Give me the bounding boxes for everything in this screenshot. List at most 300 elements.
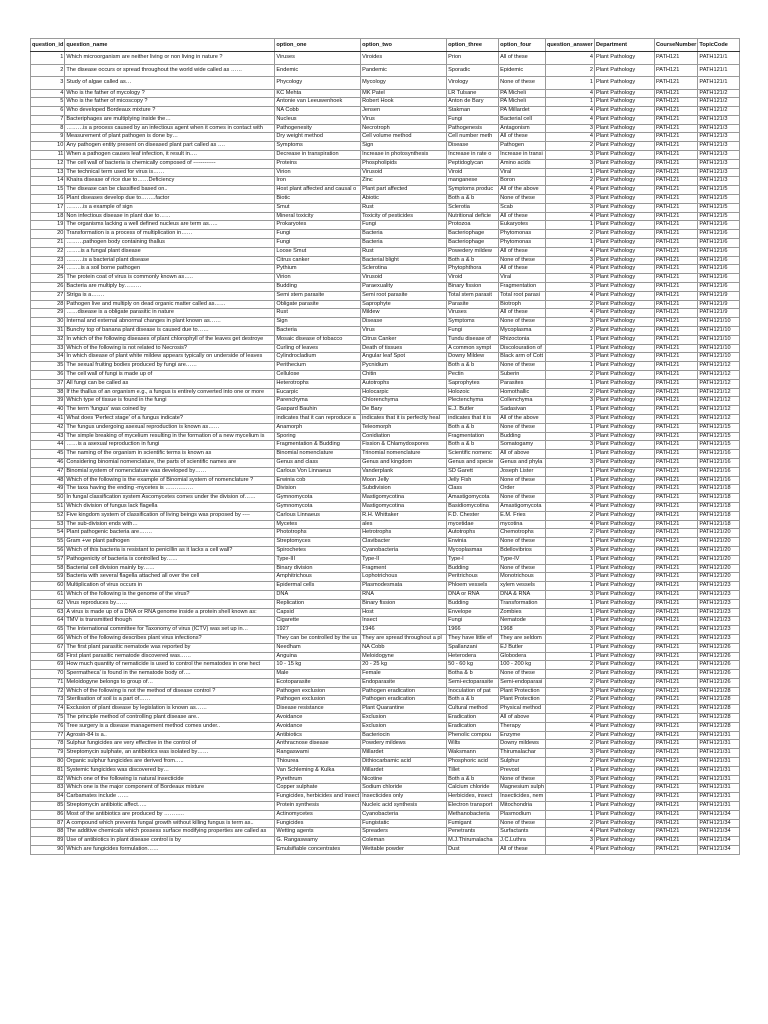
cell-question-name[interactable]: The technical term used for virus is……	[65, 168, 275, 177]
cell-question-id[interactable]: 23	[31, 256, 65, 265]
cell-option-one[interactable]: Parenchyma	[275, 397, 361, 406]
table-row[interactable]	[31, 327, 740, 336]
cell-option-four[interactable]: Amastigomycota	[499, 502, 546, 511]
cell-department[interactable]: Plant Pathology	[594, 115, 654, 124]
cell-question-name[interactable]: The sexual fruiting bodies produced by fungi are……	[65, 362, 275, 371]
cell-option-one[interactable]: Actinomycetes	[275, 810, 361, 819]
cell-option-four[interactable]: mycotina	[499, 520, 546, 529]
cell-question-id[interactable]: 38	[31, 388, 65, 397]
cell-department[interactable]: Plant Pathology	[594, 379, 654, 388]
cell-question-name[interactable]: Considering binomial nomenclature, the parts of scientific names are	[65, 458, 275, 467]
cell-option-three[interactable]: Heterodera	[447, 652, 499, 661]
table-row[interactable]	[31, 837, 740, 846]
cell-option-four[interactable]: All of the above	[499, 414, 546, 423]
cell-department[interactable]: Plant Pathology	[594, 617, 654, 626]
cell-department[interactable]: Plant Pathology	[594, 353, 654, 362]
cell-option-four[interactable]: Viral	[499, 168, 546, 177]
cell-option-one[interactable]: Type-III	[275, 555, 361, 564]
cell-option-one[interactable]: Phycology	[275, 77, 361, 90]
cell-course-number[interactable]: PATH121	[654, 344, 697, 353]
cell-option-three[interactable]: 1966	[447, 626, 499, 635]
cell-option-two[interactable]: Conidiation	[361, 432, 447, 441]
cell-question-id[interactable]: 69	[31, 661, 65, 670]
cell-option-two[interactable]: Pycnidium	[361, 362, 447, 371]
cell-course-number[interactable]: PATH121	[654, 599, 697, 608]
cell-option-one[interactable]: Avoidance	[275, 714, 361, 723]
cell-question-name[interactable]: Five kingdom system of classification of living beings was proposed by ----	[65, 511, 275, 520]
cell-option-three[interactable]: Viroid	[447, 168, 499, 177]
cell-department[interactable]: Plant Pathology	[594, 300, 654, 309]
cell-option-one[interactable]: Cigarette	[275, 617, 361, 626]
cell-question-id[interactable]: 66	[31, 634, 65, 643]
cell-question-answer[interactable]: 3	[545, 124, 594, 133]
cell-option-two[interactable]: Fission & Chlamydospores	[361, 441, 447, 450]
cell-option-two[interactable]: Hetrotrophs	[361, 529, 447, 538]
cell-question-name[interactable]: The simple breaking of mycelium resulting in the formation of a new mycelium is	[65, 432, 275, 441]
table-row[interactable]	[31, 274, 740, 283]
table-row[interactable]	[31, 107, 740, 116]
cell-question-name[interactable]: Most of the antibiotics are produced by ………..	[65, 810, 275, 819]
cell-course-number[interactable]: PATH121	[654, 423, 697, 432]
cell-option-three[interactable]: Spallanzani	[447, 643, 499, 652]
cell-question-id[interactable]: 17	[31, 203, 65, 212]
cell-department[interactable]: Plant Pathology	[594, 837, 654, 846]
cell-option-two[interactable]: Vanderplank	[361, 467, 447, 476]
cell-option-three[interactable]: Phloem vessels	[447, 582, 499, 591]
cell-option-two[interactable]: Female	[361, 670, 447, 679]
cell-department[interactable]: Plant Pathology	[594, 195, 654, 204]
cell-department[interactable]: Plant Pathology	[594, 423, 654, 432]
cell-department[interactable]: Plant Pathology	[594, 458, 654, 467]
cell-option-four[interactable]: Phytomonas	[499, 239, 546, 248]
cell-topic-code[interactable]: PATH121/12	[698, 406, 740, 415]
cell-topic-code[interactable]: PATH121/28	[698, 705, 740, 714]
cell-department[interactable]: Plant Pathology	[594, 643, 654, 652]
table-row[interactable]	[31, 450, 740, 459]
cell-topic-code[interactable]: PATH121/28	[698, 687, 740, 696]
cell-course-number[interactable]: PATH121	[654, 458, 697, 467]
cell-department[interactable]: Plant Pathology	[594, 159, 654, 168]
cell-course-number[interactable]: PATH121	[654, 722, 697, 731]
cell-option-two[interactable]: Millardet	[361, 749, 447, 758]
table-row[interactable]	[31, 678, 740, 687]
cell-option-one[interactable]: 10 - 15 kg	[275, 661, 361, 670]
cell-course-number[interactable]: PATH121	[654, 626, 697, 635]
cell-question-id[interactable]: 61	[31, 590, 65, 599]
table-row[interactable]	[31, 371, 740, 380]
cell-question-name[interactable]: ………pathogen body containing thallus	[65, 239, 275, 248]
cell-question-name[interactable]: The disease occurs or spread throughout the world wide called as ……	[65, 64, 275, 77]
table-row[interactable]	[31, 142, 740, 151]
cell-question-answer[interactable]: 1	[545, 810, 594, 819]
cell-option-one[interactable]: Van Schleming & Kulka	[275, 766, 361, 775]
table-row[interactable]	[31, 283, 740, 292]
cell-question-answer[interactable]: 2	[545, 819, 594, 828]
cell-course-number[interactable]: PATH121	[654, 529, 697, 538]
cell-option-three[interactable]: Waksmann	[447, 749, 499, 758]
cell-topic-code[interactable]: PATH121/31	[698, 740, 740, 749]
cell-option-one[interactable]: Dry weight method	[275, 133, 361, 142]
cell-topic-code[interactable]: PATH121/3	[698, 115, 740, 124]
cell-option-two[interactable]: Zinc	[361, 177, 447, 186]
cell-question-answer[interactable]: 3	[545, 749, 594, 758]
cell-topic-code[interactable]: PATH121/9	[698, 300, 740, 309]
cell-option-four[interactable]: Physical method	[499, 705, 546, 714]
table-row[interactable]	[31, 687, 740, 696]
cell-option-one[interactable]: Epidermal cells	[275, 582, 361, 591]
cell-question-name[interactable]: Streptomycin sulphate, an antibiotics was isolated by……	[65, 749, 275, 758]
cell-option-one[interactable]: Cellulose	[275, 371, 361, 380]
cell-option-four[interactable]: PA Micheli	[499, 89, 546, 98]
cell-question-id[interactable]: 46	[31, 458, 65, 467]
cell-course-number[interactable]: PATH121	[654, 802, 697, 811]
cell-option-three[interactable]: Jelly Fish	[447, 476, 499, 485]
cell-department[interactable]: Plant Pathology	[594, 828, 654, 837]
cell-question-name[interactable]: The disease can be classified based on..	[65, 186, 275, 195]
cell-option-three[interactable]: manganese	[447, 177, 499, 186]
table-row[interactable]	[31, 802, 740, 811]
cell-question-id[interactable]: 30	[31, 318, 65, 327]
cell-question-name[interactable]: Gram +ve plant pathogen	[65, 538, 275, 547]
cell-option-one[interactable]: Emulsifiable concentrates	[275, 846, 361, 855]
cell-question-answer[interactable]: 2	[545, 705, 594, 714]
table-row[interactable]	[31, 661, 740, 670]
cell-option-three[interactable]: Tundu disease of	[447, 335, 499, 344]
cell-option-four[interactable]: None of these	[499, 423, 546, 432]
cell-topic-code[interactable]: PATH121/23	[698, 599, 740, 608]
cell-option-three[interactable]: Total stem parasit	[447, 291, 499, 300]
cell-option-four[interactable]: Fragmentation	[499, 283, 546, 292]
cell-question-answer[interactable]: 4	[545, 107, 594, 116]
cell-course-number[interactable]: PATH121	[654, 335, 697, 344]
cell-question-name[interactable]: When a pathogen causes leaf infection, it result in….	[65, 151, 275, 160]
cell-option-four[interactable]: Transformation	[499, 599, 546, 608]
table-row[interactable]	[31, 318, 740, 327]
cell-question-answer[interactable]: 1	[545, 538, 594, 547]
cell-option-one[interactable]: NA Cobb	[275, 107, 361, 116]
cell-topic-code[interactable]: PATH121/3	[698, 151, 740, 160]
cell-topic-code[interactable]: PATH121/6	[698, 247, 740, 256]
cell-question-id[interactable]: 49	[31, 485, 65, 494]
cell-option-three[interactable]: Both a & b	[447, 195, 499, 204]
cell-question-id[interactable]: 87	[31, 819, 65, 828]
cell-course-number[interactable]: PATH121	[654, 52, 697, 65]
col-header-option-two[interactable]: option_two	[361, 39, 447, 52]
cell-question-answer[interactable]: 4	[545, 265, 594, 274]
cell-course-number[interactable]: PATH121	[654, 705, 697, 714]
cell-option-four[interactable]: Eukaryotes	[499, 221, 546, 230]
table-row[interactable]	[31, 159, 740, 168]
cell-course-number[interactable]: PATH121	[654, 265, 697, 274]
cell-question-name[interactable]: Organic sulphur fungicides are derived from…..	[65, 758, 275, 767]
cell-question-answer[interactable]: 3	[545, 195, 594, 204]
cell-question-id[interactable]: 6	[31, 107, 65, 116]
cell-option-four[interactable]: All of these	[499, 247, 546, 256]
cell-department[interactable]: Plant Pathology	[594, 494, 654, 503]
cell-course-number[interactable]: PATH121	[654, 247, 697, 256]
cell-question-answer[interactable]: 1	[545, 476, 594, 485]
cell-department[interactable]: Plant Pathology	[594, 432, 654, 441]
cell-question-id[interactable]: 78	[31, 740, 65, 749]
cell-option-one[interactable]: Pathogen exclusion	[275, 696, 361, 705]
table-row[interactable]	[31, 265, 740, 274]
cell-department[interactable]: Plant Pathology	[594, 810, 654, 819]
table-row[interactable]	[31, 230, 740, 239]
cell-option-four[interactable]: Black arm of Cott	[499, 353, 546, 362]
cell-question-name[interactable]: The International committee for Taxonomy of virus (ICTV) was set up in…	[65, 626, 275, 635]
cell-option-three[interactable]: Both a & b	[447, 256, 499, 265]
cell-question-answer[interactable]: 3	[545, 458, 594, 467]
cell-question-name[interactable]: TMV is transmitted though	[65, 617, 275, 626]
table-row[interactable]	[31, 546, 740, 555]
cell-option-four[interactable]: Magnesium sulph	[499, 784, 546, 793]
cell-option-four[interactable]: Sadasivan	[499, 406, 546, 415]
table-row[interactable]	[31, 599, 740, 608]
cell-option-four[interactable]: All of these	[499, 133, 546, 142]
cell-question-name[interactable]: In fungal classification system Ascomycetes comes under the division of……	[65, 494, 275, 503]
cell-option-one[interactable]: Phototrophs	[275, 529, 361, 538]
cell-question-name[interactable]: Sterilisation of soil is a part of……	[65, 696, 275, 705]
cell-option-four[interactable]: Parasites	[499, 379, 546, 388]
cell-question-answer[interactable]: 1	[545, 406, 594, 415]
table-row[interactable]	[31, 467, 740, 476]
cell-question-name[interactable]: The organisms lacking a well defined nucleus are term as…..	[65, 221, 275, 230]
cell-course-number[interactable]: PATH121	[654, 186, 697, 195]
cell-topic-code[interactable]: PATH121/18	[698, 502, 740, 511]
cell-option-four[interactable]: J.C.Luthra	[499, 837, 546, 846]
cell-option-three[interactable]: Budding	[447, 564, 499, 573]
cell-question-name[interactable]: Striga is a…….	[65, 291, 275, 300]
cell-option-three[interactable]: Prion	[447, 52, 499, 65]
cell-option-two[interactable]: Semi root parasite	[361, 291, 447, 300]
cell-question-name[interactable]: Streptomycin antibiotic affect…..	[65, 802, 275, 811]
cell-option-four[interactable]: All of these	[499, 52, 546, 65]
cell-department[interactable]: Plant Pathology	[594, 450, 654, 459]
cell-question-answer[interactable]: 1	[545, 379, 594, 388]
table-row[interactable]	[31, 608, 740, 617]
cell-option-four[interactable]: All of the above	[499, 186, 546, 195]
cell-option-one[interactable]: Disease resistance	[275, 705, 361, 714]
cell-question-id[interactable]: 10	[31, 142, 65, 151]
cell-option-four[interactable]: Increase in transi	[499, 151, 546, 160]
cell-question-id[interactable]: 57	[31, 555, 65, 564]
cell-question-name[interactable]: Which of the following is the example of Binomial system of nomenclature ?	[65, 476, 275, 485]
cell-option-one[interactable]: Anthracnose disease	[275, 740, 361, 749]
cell-option-two[interactable]: Pathogen eradication	[361, 696, 447, 705]
cell-question-answer[interactable]: 1	[545, 766, 594, 775]
cell-course-number[interactable]: PATH121	[654, 502, 697, 511]
cell-question-name[interactable]: How much quantity of nematicide is used to control the nematodes in one hect	[65, 661, 275, 670]
table-row[interactable]	[31, 212, 740, 221]
cell-question-id[interactable]: 88	[31, 828, 65, 837]
cell-option-two[interactable]: Teleomorph	[361, 423, 447, 432]
cell-course-number[interactable]: PATH121	[654, 643, 697, 652]
cell-option-three[interactable]: Fungi	[447, 327, 499, 336]
cell-option-four[interactable]: Epidemic	[499, 64, 546, 77]
cell-option-four[interactable]: Pathogen	[499, 142, 546, 151]
cell-option-four[interactable]: Bacterial cell	[499, 115, 546, 124]
cell-question-name[interactable]: First plant parasitic nematode discovered was……	[65, 652, 275, 661]
cell-topic-code[interactable]: PATH121/28	[698, 722, 740, 731]
col-header-topic-code[interactable]: TopicCode	[698, 39, 740, 52]
cell-question-answer[interactable]: 4	[545, 291, 594, 300]
cell-option-one[interactable]: Protein synthesis	[275, 802, 361, 811]
cell-question-answer[interactable]: 4	[545, 846, 594, 855]
cell-topic-code[interactable]: PATH121/16	[698, 450, 740, 459]
cell-option-two[interactable]: 20 - 25 kg	[361, 661, 447, 670]
cell-option-three[interactable]: Nutritional deficie	[447, 212, 499, 221]
cell-option-one[interactable]: Bacteria	[275, 327, 361, 336]
cell-department[interactable]: Plant Pathology	[594, 626, 654, 635]
cell-option-four[interactable]: Bdellovibrios	[499, 546, 546, 555]
cell-option-three[interactable]: Powedery mildew	[447, 247, 499, 256]
cell-department[interactable]: Plant Pathology	[594, 714, 654, 723]
cell-option-three[interactable]: Phosphoric acid	[447, 758, 499, 767]
cell-question-id[interactable]: 63	[31, 608, 65, 617]
cell-department[interactable]: Plant Pathology	[594, 318, 654, 327]
table-row[interactable]	[31, 590, 740, 599]
cell-option-one[interactable]: Wetting agents	[275, 828, 361, 837]
table-row[interactable]	[31, 344, 740, 353]
cell-question-answer[interactable]: 3	[545, 353, 594, 362]
cell-question-id[interactable]: 77	[31, 731, 65, 740]
cell-department[interactable]: Plant Pathology	[594, 582, 654, 591]
cell-course-number[interactable]: PATH121	[654, 678, 697, 687]
cell-question-name[interactable]: The cell wall of bacteria is chemically composed of ------------	[65, 159, 275, 168]
cell-question-name[interactable]: Use of antibiotics in plant disease control is by	[65, 837, 275, 846]
cell-question-name[interactable]: Internal and external abnormal changes in plant known as……	[65, 318, 275, 327]
cell-course-number[interactable]: PATH121	[654, 414, 697, 423]
cell-question-name[interactable]: Meloidogyne belongs to group of…	[65, 678, 275, 687]
cell-question-id[interactable]: 41	[31, 414, 65, 423]
cell-course-number[interactable]: PATH121	[654, 195, 697, 204]
cell-question-answer[interactable]: 2	[545, 371, 594, 380]
cell-department[interactable]: Plant Pathology	[594, 406, 654, 415]
cell-option-one[interactable]: Needham	[275, 643, 361, 652]
cell-department[interactable]: Plant Pathology	[594, 599, 654, 608]
cell-topic-code[interactable]: PATH121/1	[698, 64, 740, 77]
cell-course-number[interactable]: PATH121	[654, 327, 697, 336]
cell-question-id[interactable]: 13	[31, 168, 65, 177]
cell-option-four[interactable]: None of these	[499, 195, 546, 204]
cell-question-id[interactable]: 5	[31, 98, 65, 107]
cell-question-name[interactable]: Exclusion of plant disease by legislation is known as……	[65, 705, 275, 714]
cell-option-four[interactable]: Monotrichous	[499, 573, 546, 582]
cell-department[interactable]: Plant Pathology	[594, 766, 654, 775]
cell-topic-code[interactable]: PATH121/3	[698, 124, 740, 133]
cell-department[interactable]: Plant Pathology	[594, 265, 654, 274]
cell-question-name[interactable]: Pathogen live and multiply on dead organic matter called as……	[65, 300, 275, 309]
cell-option-two[interactable]: Cyanobacteria	[361, 546, 447, 555]
cell-topic-code[interactable]: PATH121/23	[698, 634, 740, 643]
cell-topic-code[interactable]: PATH121/10	[698, 318, 740, 327]
cell-question-answer[interactable]: 3	[545, 546, 594, 555]
cell-option-four[interactable]: Amino acids	[499, 159, 546, 168]
cell-option-two[interactable]: Pathogen eradication	[361, 687, 447, 696]
cell-question-answer[interactable]: 3	[545, 573, 594, 582]
cell-question-id[interactable]: 43	[31, 432, 65, 441]
cell-topic-code[interactable]: PATH121/20	[698, 529, 740, 538]
cell-department[interactable]: Plant Pathology	[594, 678, 654, 687]
cell-topic-code[interactable]: PATH121/31	[698, 749, 740, 758]
cell-department[interactable]: Plant Pathology	[594, 502, 654, 511]
cell-option-one[interactable]: Mycetes	[275, 520, 361, 529]
cell-topic-code[interactable]: PATH121/6	[698, 230, 740, 239]
cell-question-answer[interactable]: 4	[545, 828, 594, 837]
cell-option-three[interactable]: Viroid	[447, 274, 499, 283]
cell-question-name[interactable]: Which of the following describes plant virus infections?	[65, 634, 275, 643]
cell-question-id[interactable]: 19	[31, 221, 65, 230]
cell-question-name[interactable]: Sulphur fungicides are very effective in the control of	[65, 740, 275, 749]
cell-option-one[interactable]: Gymnomycota	[275, 494, 361, 503]
cell-question-name[interactable]: Binomial system of nomenclature was developed by……	[65, 467, 275, 476]
cell-department[interactable]: Plant Pathology	[594, 520, 654, 529]
cell-question-name[interactable]: Which microorganism are neither living or non living in nature ?	[65, 52, 275, 65]
cell-topic-code[interactable]: PATH121/20	[698, 564, 740, 573]
cell-option-three[interactable]: Phytophthora	[447, 265, 499, 274]
cell-department[interactable]: Plant Pathology	[594, 846, 654, 855]
cell-option-one[interactable]: Budding	[275, 283, 361, 292]
cell-option-one[interactable]: Viruses	[275, 52, 361, 65]
cell-option-one[interactable]: Fungicides, herbicides and insect	[275, 793, 361, 802]
cell-topic-code[interactable]: PATH121/34	[698, 846, 740, 855]
cell-option-four[interactable]: All of these	[499, 846, 546, 855]
cell-option-two[interactable]: Dithiocarbamic acid	[361, 758, 447, 767]
cell-question-answer[interactable]: 2	[545, 511, 594, 520]
cell-question-id[interactable]: 75	[31, 714, 65, 723]
cell-question-name[interactable]: Study of algae called as…	[65, 77, 275, 90]
table-row[interactable]	[31, 124, 740, 133]
cell-option-four[interactable]: Antagonism	[499, 124, 546, 133]
col-header-question-answer[interactable]: question_answer	[545, 39, 594, 52]
table-row[interactable]	[31, 810, 740, 819]
cell-option-three[interactable]: Type-I	[447, 555, 499, 564]
cell-question-answer[interactable]: 3	[545, 590, 594, 599]
cell-option-one[interactable]: Virion	[275, 274, 361, 283]
cell-department[interactable]: Plant Pathology	[594, 573, 654, 582]
cell-course-number[interactable]: PATH121	[654, 230, 697, 239]
cell-question-id[interactable]: 28	[31, 300, 65, 309]
cell-option-two[interactable]: Cyanobacteria	[361, 810, 447, 819]
cell-question-name[interactable]: In which disease of plant white mildew appears typically on underside of leaves	[65, 353, 275, 362]
cell-option-two[interactable]: Lophotrichous	[361, 573, 447, 582]
cell-topic-code[interactable]: PATH121/16	[698, 458, 740, 467]
cell-department[interactable]: Plant Pathology	[594, 705, 654, 714]
cell-option-one[interactable]: Curling of leaves	[275, 344, 361, 353]
cell-question-id[interactable]: 2	[31, 64, 65, 77]
cell-course-number[interactable]: PATH121	[654, 89, 697, 98]
cell-option-four[interactable]: None of these	[499, 362, 546, 371]
table-row[interactable]	[31, 696, 740, 705]
cell-topic-code[interactable]: PATH121/6	[698, 256, 740, 265]
cell-question-id[interactable]: 50	[31, 494, 65, 503]
cell-question-name[interactable]: Which of the following is the genome of the virus?	[65, 590, 275, 599]
cell-course-number[interactable]: PATH121	[654, 309, 697, 318]
cell-option-three[interactable]: indicates that it is	[447, 414, 499, 423]
cell-option-three[interactable]: Class	[447, 485, 499, 494]
cell-option-one[interactable]: Fungi	[275, 230, 361, 239]
cell-option-one[interactable]: Pathogenesity	[275, 124, 361, 133]
cell-option-three[interactable]: LR Tulsane	[447, 89, 499, 98]
table-row[interactable]	[31, 221, 740, 230]
cell-course-number[interactable]: PATH121	[654, 494, 697, 503]
cell-department[interactable]: Plant Pathology	[594, 256, 654, 265]
cell-topic-code[interactable]: PATH121/6	[698, 283, 740, 292]
table-row[interactable]	[31, 766, 740, 775]
cell-question-name[interactable]: Bacteria are multiply by………	[65, 283, 275, 292]
cell-option-three[interactable]: Fumigant	[447, 819, 499, 828]
cell-course-number[interactable]: PATH121	[654, 467, 697, 476]
